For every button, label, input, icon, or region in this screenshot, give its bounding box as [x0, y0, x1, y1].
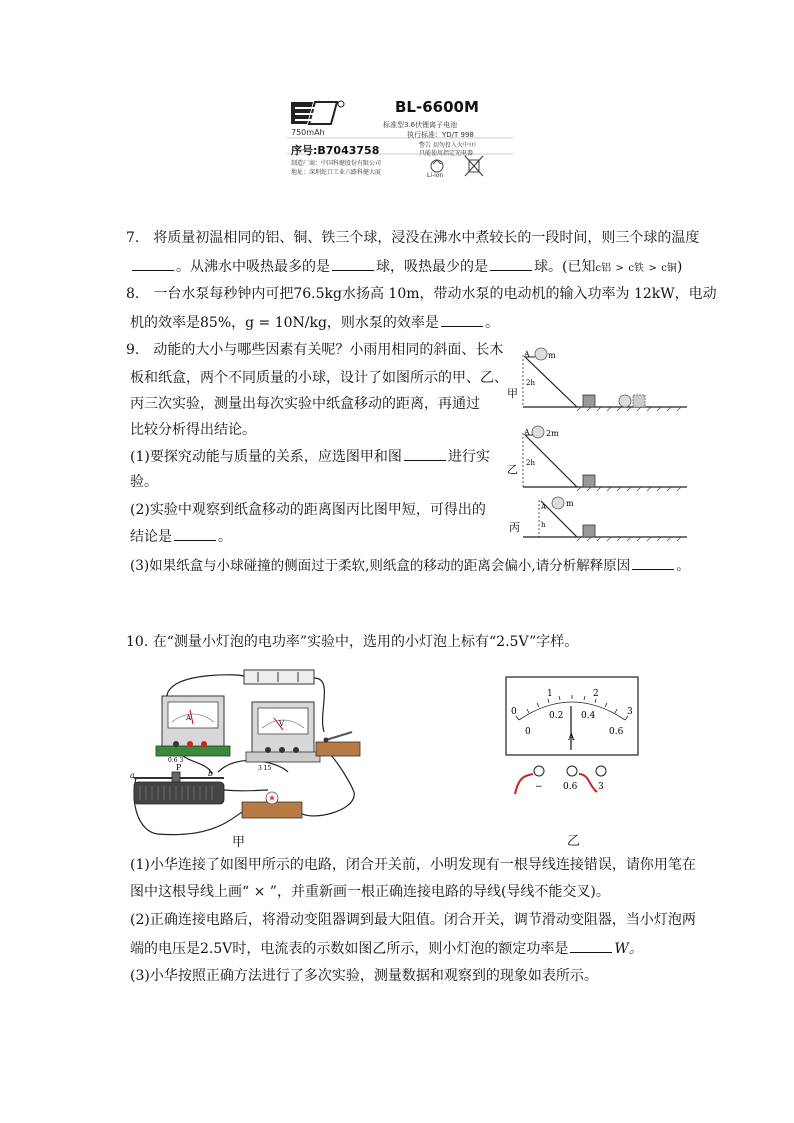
q10-rheostat-b: b	[208, 769, 214, 778]
q10-scale-bottom-3: 0.6	[609, 727, 624, 737]
q9-line2: 板和纸盒，两个不同质量的小球，设计了如图所示的甲、乙、	[130, 370, 508, 386]
q7-gt-2: >	[648, 263, 657, 274]
q10-p2-b: 端的电压是2.5V时，电流表的示数如图乙所示，则小灯泡的额定功率是	[130, 941, 569, 957]
q7-c-al: c铝	[595, 263, 612, 274]
q9-line4: 比较分析得出结论。	[130, 422, 256, 438]
q10-p3: (3)小华按照正确方法进行了多次实验，测量数据和观察到的现象如表所示。	[130, 968, 598, 984]
battery-warning-1: 警告 切勿投入火中!!!	[419, 142, 477, 149]
q7-c-fe: c铁	[628, 263, 644, 274]
q9-p3	[130, 555, 690, 576]
q9-box-yi	[583, 475, 595, 487]
q10-p2-line	[130, 938, 643, 959]
q10-scale-top-2: 2	[593, 689, 599, 699]
q9-blank-2[interactable]	[174, 526, 216, 541]
q9-box-bing	[583, 525, 595, 537]
q9-label-2h-2: 2h	[526, 459, 535, 467]
q10-scale-bottom-0: 0	[525, 727, 531, 737]
q9-p1-a: (1)要探究动能与质量的关系，应选图甲和图	[130, 449, 402, 465]
q9-p2-line	[130, 526, 232, 547]
q9-label-m-1: m	[548, 351, 556, 360]
q7-c-cu: c铜	[661, 263, 677, 274]
q7-blank-3[interactable]	[490, 256, 532, 271]
q8-text-b: 。	[484, 315, 499, 331]
q8-line2	[130, 312, 499, 333]
q9-label-A-2: A	[524, 428, 530, 437]
q7-line2	[130, 256, 682, 279]
q9-label-yi: 乙	[507, 463, 518, 476]
q10-p2-c: W。	[614, 941, 643, 957]
q7-line1: 7. 将质量初温相同的铝、铜、铁三个球，浸没在沸水中煮较长的一段时间，则三个球的温度	[126, 230, 700, 246]
q10-voltmeter-terms: 3 15	[258, 765, 272, 772]
battery-capacity: 750mAh	[291, 128, 325, 137]
q10-ammeter-label: A	[186, 714, 192, 722]
q10-ammeter	[156, 696, 230, 756]
q10-circuit-figure	[128, 662, 380, 852]
q7-text-b: 球，吸热最少的是	[376, 259, 488, 275]
q7-blank-2[interactable]	[332, 256, 374, 271]
q9-line1: 9. 动能的大小与哪些因素有关呢？小雨用相同的斜面、长木	[126, 342, 504, 358]
q9-label-jia: 甲	[507, 387, 518, 400]
q9-figure	[505, 345, 695, 545]
q10-blank[interactable]	[570, 938, 612, 953]
q10-switch	[316, 732, 360, 756]
battery-standard-line: 执行标准：YD/T 998	[407, 131, 474, 139]
q10-terminal-06: 0.6	[563, 782, 578, 792]
q10-scale-top-0: 0	[511, 707, 517, 717]
q9-label-h: h	[541, 521, 546, 529]
q7-gt-1: >	[615, 263, 624, 274]
q10-ammeter-terms: 0.6 3	[168, 757, 184, 764]
q9-fig-bing	[523, 497, 687, 541]
battery-model: BL-6600M	[395, 98, 479, 116]
q10-p2-a: (2)正确连接电路后，将滑动变阻器调到最大阻值。闭合开关，调节滑动变阻器，当小灯泡两	[130, 912, 696, 928]
q9-box-jia	[583, 395, 595, 407]
q10-voltmeter-label: V	[279, 720, 285, 728]
q7-text-a: 。从沸水中吸热最多的是	[176, 259, 330, 275]
q7-close: )	[676, 259, 683, 275]
battery-maker-2: 地址：深圳蛇口工业六路科健大厦	[291, 169, 382, 176]
q9-ball-bing	[552, 497, 564, 509]
q9-p2-c: 。	[218, 529, 232, 545]
q10-scale-bottom-1: 0.2	[549, 711, 564, 721]
battery-label-image	[287, 98, 513, 180]
q9-ball-yi	[532, 426, 544, 438]
q10-p1-a: (1)小华连接了如图甲所示的电路，闭合开关前，小明发现有一根导线连接错误，请你用笔在	[130, 857, 696, 873]
battery-type-line: 标准型3.6伏锂离子电池	[383, 121, 458, 129]
q7-text-c: 球。(已知	[534, 259, 596, 275]
q10-battery-box	[244, 670, 314, 684]
q9-blank-3[interactable]	[632, 555, 674, 570]
q9-label-A-1: A	[524, 350, 530, 359]
q9-p3-a: (3)如果纸盒与小球碰撞的侧面过于柔软,则纸盒的移动的距离会偏小,请分析解释原因	[130, 558, 631, 574]
q9-label-2m: 2m	[546, 429, 559, 438]
q10-fig-jia-label: 甲	[232, 835, 246, 850]
q10-line1: 10. 在“测量小灯泡的电功率”实验中，选用的小灯泡上标有“2.5V”字样。	[126, 634, 579, 650]
q10-rheostat-a: a	[130, 771, 135, 780]
q9-label-A-3: A	[541, 503, 547, 511]
q9-line3: 丙三次实验，测量出每次实验中纸盒移动的距离，再通过	[130, 396, 480, 412]
q10-fig-yi-label: 乙	[567, 834, 581, 849]
q10-bulb	[242, 792, 302, 818]
q10-scale-bottom-2: 0.4	[581, 711, 596, 721]
q10-scale-top-1: 1	[547, 689, 553, 699]
q9-blank-1[interactable]	[404, 446, 446, 461]
q10-p1-b: 图中这根导线上画“ × ”，并重新画一根正确连接电路的导线(导线不能交叉)。	[130, 884, 610, 900]
q10-ammeter-dial-figure	[505, 676, 639, 794]
q10-scale-top-3: 3	[627, 707, 633, 717]
q9-label-m-3: m	[566, 499, 574, 508]
battery-warning-2: 只能使用指定充电器	[419, 150, 474, 157]
q10-terminal-neg: −	[535, 782, 543, 792]
q7-blank-1[interactable]	[132, 256, 174, 271]
q10-terminal-3: 3	[598, 782, 604, 792]
q8-blank[interactable]	[441, 312, 483, 327]
q9-label-bing: 丙	[509, 521, 520, 534]
q10-rheostat-P: P	[176, 763, 182, 772]
battery-maker-1: 制造厂商：中国科健股份有限公司	[291, 160, 382, 167]
q9-p2-a: (2)实验中观察到纸盒移动的距离图丙比图甲短，可得出的	[130, 502, 486, 518]
q9-p1	[130, 446, 490, 467]
q8-text-a: 机的效率是85%，g = 10N/kg，则水泵的效率是	[130, 315, 439, 331]
q9-p1-b: 进行实	[447, 449, 490, 465]
q9-label-2h-1: 2h	[526, 379, 535, 387]
q9-p2-b: 结论是	[130, 529, 172, 545]
q9-ball-jia	[535, 348, 547, 360]
q9-p1-c: 验。	[130, 474, 158, 490]
q10-dial-unit: A	[568, 733, 575, 743]
q10-voltmeter	[246, 702, 320, 762]
q9-p3-b: 。	[676, 558, 690, 574]
battery-serial: 序号:B7043758	[291, 144, 380, 157]
q8-line1: 8. 一台水泵每秒钟内可把76.5kg水扬高 10m，带动水泵的电动机的输入功率为 12kW，电动	[126, 286, 717, 302]
battery-li-ion: Li-ion	[427, 172, 444, 179]
